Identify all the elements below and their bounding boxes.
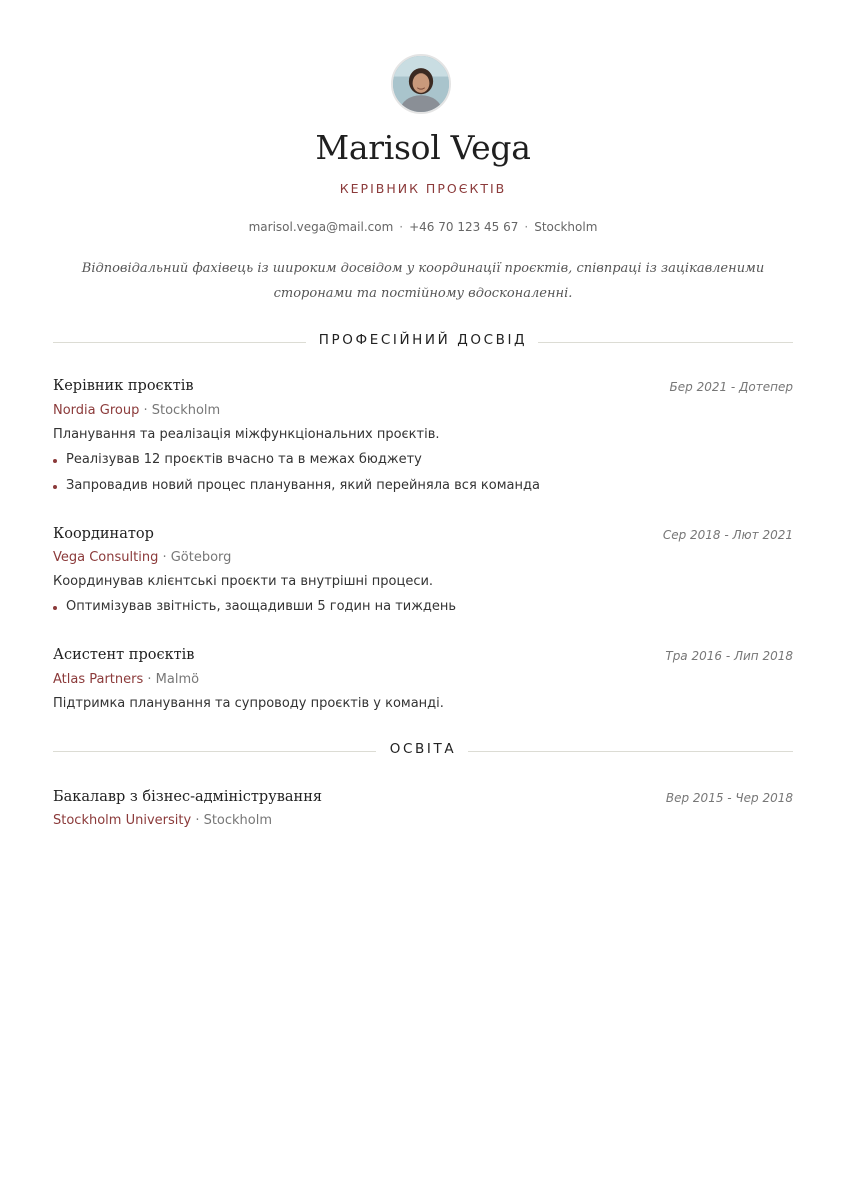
contact-separator: · xyxy=(399,220,404,234)
position-title: Координатор xyxy=(53,526,154,542)
date-range: Сер 2018 - Лют 2021 xyxy=(662,528,793,542)
achievement-text: Запровадив новий процес планування, який перейняла вся команда xyxy=(66,478,540,493)
achievement-text: Оптимізував звітність, заощадивши 5 годин на тиждень xyxy=(66,599,457,614)
contact-line xyxy=(0,220,846,234)
employer-line xyxy=(53,550,231,565)
bullet-icon xyxy=(53,459,57,463)
job-title: КЕРІВНИК ПРОЄКТІВ xyxy=(339,181,507,196)
school-name: Stockholm University xyxy=(53,813,192,828)
employer-line xyxy=(53,403,220,418)
company-name: Nordia Group xyxy=(53,403,140,418)
experience-entry xyxy=(53,378,793,503)
experience-section-title: ПРОФЕСІЙНИЙ ДОСВІД xyxy=(318,332,528,348)
school-line xyxy=(53,813,272,828)
company-name: Atlas Partners xyxy=(53,672,144,687)
degree-title: Бакалавр з бізнес-адміністрування xyxy=(53,789,323,805)
employer-line xyxy=(53,672,199,687)
avatar xyxy=(391,54,451,114)
company-location: · Malmö xyxy=(147,672,200,687)
experience-entry xyxy=(53,526,793,621)
candidate-name: Marisol Vega xyxy=(315,128,531,167)
position-title: Асистент проєктів xyxy=(53,647,195,663)
position-description: Планування та реалізація міжфункціональних проєктів. xyxy=(53,427,440,442)
experience-section-heading xyxy=(53,332,793,352)
date-range: Вер 2015 - Чер 2018 xyxy=(665,791,793,805)
contact-separator: · xyxy=(524,220,529,234)
email-link[interactable]: marisol.vega@mail.com xyxy=(248,220,394,234)
company-location: · Stockholm xyxy=(143,403,221,418)
experience-entry xyxy=(53,647,793,717)
position-description: Координував клієнтські проєкти та внутрішні процеси. xyxy=(53,574,434,589)
bullet-icon xyxy=(53,485,57,489)
date-range: Тра 2016 - Лип 2018 xyxy=(665,649,793,663)
company-name: Vega Consulting xyxy=(53,550,159,565)
position-description: Підтримка планування та супроводу проєктів у команді. xyxy=(53,696,444,711)
date-range: Бер 2021 - Дотепер xyxy=(669,380,793,394)
school-location: · Stockholm xyxy=(195,813,273,828)
phone-number: +46 70 123 45 67 xyxy=(409,220,519,234)
education-section-heading xyxy=(53,741,793,761)
bullet-icon xyxy=(53,606,57,610)
profile-photo xyxy=(393,56,449,112)
education-section-title: ОСВІТА xyxy=(389,741,457,757)
profile-summary: Відповідальний фахівець із широким досвідом у координації проєктів, співпраці із зацікавленими сторонами та постійному вдосконаленні. xyxy=(81,261,765,301)
location-text: Stockholm xyxy=(534,220,598,234)
education-entry xyxy=(53,789,793,834)
achievement-text: Реалізував 12 проєктів вчасно та в межах бюджету xyxy=(66,452,422,467)
position-title: Керівник проєктів xyxy=(53,378,194,394)
company-location: · Göteborg xyxy=(162,550,232,565)
